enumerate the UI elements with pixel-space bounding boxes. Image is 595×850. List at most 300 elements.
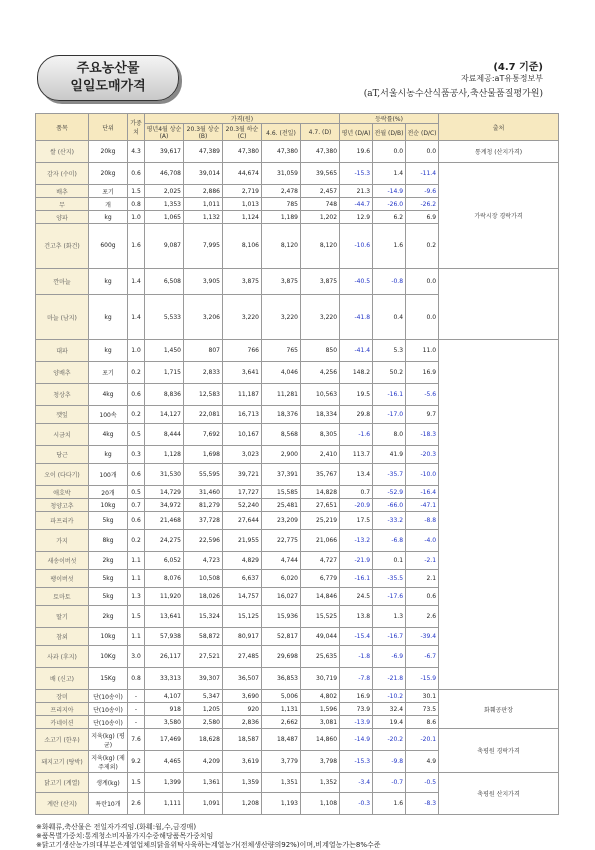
- cell-item: 당근: [36, 446, 89, 464]
- cell-b: 2,833: [184, 362, 223, 384]
- cell-dc: -47.1: [406, 499, 439, 512]
- cell-dc: 73.5: [406, 703, 439, 716]
- cell-b: 7,692: [184, 424, 223, 446]
- cell-unit: 포기: [89, 362, 128, 384]
- cell-w: 0.7: [128, 499, 145, 512]
- data-provider: 자료제공:aT유통정보부: [460, 74, 543, 83]
- table-row: [36, 163, 559, 185]
- cell-b: 58,872: [184, 628, 223, 646]
- cell-w: 1.5: [128, 606, 145, 628]
- cell-dc: 2.1: [406, 570, 439, 588]
- cell-unit: kg: [89, 268, 128, 294]
- cell-e: 3,081: [301, 716, 340, 729]
- cell-w: 3.0: [128, 646, 145, 668]
- cell-w: 0.5: [128, 486, 145, 499]
- table-row: [36, 773, 559, 793]
- cell-b: 37,728: [184, 512, 223, 530]
- cell-e: 14,846: [301, 588, 340, 606]
- price-table: [35, 113, 559, 815]
- cell-b: 15,324: [184, 606, 223, 628]
- cell-e: 850: [301, 340, 340, 362]
- cell-c: 52,240: [223, 499, 262, 512]
- cell-source: 가락시장 경락가격: [439, 163, 559, 269]
- cell-item: 팽이버섯: [36, 570, 89, 588]
- cell-unit: 5kg: [89, 588, 128, 606]
- cell-dc: -9.6: [406, 185, 439, 198]
- cell-db: 1.4: [373, 163, 406, 185]
- cell-item: 양파: [36, 211, 89, 224]
- cell-unit: 10kg: [89, 628, 128, 646]
- cell-w: 1.1: [128, 570, 145, 588]
- cell-item: 가지: [36, 530, 89, 552]
- footnote: ※품목별가중치:통계청소비자물가지수중해당품목가중치임: [36, 832, 214, 840]
- cell-e: 30,719: [301, 668, 340, 690]
- cell-db: -26.0: [373, 198, 406, 211]
- header-unit: 단위: [89, 114, 128, 141]
- cell-dc: -6.7: [406, 646, 439, 668]
- header-c: 20.3월 하순(C): [223, 124, 262, 141]
- cell-da: 17.5: [340, 512, 373, 530]
- cell-da: 29.8: [340, 406, 373, 424]
- cell-da: -44.7: [340, 198, 373, 211]
- cell-e: 3,875: [301, 268, 340, 294]
- cell-dc: -8.8: [406, 512, 439, 530]
- cell-e: 4,727: [301, 552, 340, 570]
- header-dc: 전순 (D/C): [406, 124, 439, 141]
- cell-da: -21.9: [340, 552, 373, 570]
- cell-da: -0.3: [340, 793, 373, 815]
- cell-w: 0.3: [128, 446, 145, 464]
- cell-db: 41.9: [373, 446, 406, 464]
- cell-w: 1.3: [128, 588, 145, 606]
- cell-a: 8,836: [145, 384, 184, 406]
- header-weight: 가중치: [128, 114, 145, 141]
- cell-db: -14.9: [373, 185, 406, 198]
- table-row: [36, 729, 559, 751]
- cell-dc: -4.0: [406, 530, 439, 552]
- cell-d: 785: [262, 198, 301, 211]
- cell-db: 1.3: [373, 606, 406, 628]
- data-sources: (aT,서울시농수산식품공사,축산물품질평가원): [363, 89, 543, 99]
- cell-db: 6.2: [373, 211, 406, 224]
- cell-c: 44,674: [223, 163, 262, 185]
- cell-d: 3,875: [262, 268, 301, 294]
- cell-c: 14,757: [223, 588, 262, 606]
- cell-c: 15,125: [223, 606, 262, 628]
- cell-e: 3,798: [301, 751, 340, 773]
- cell-unit: 지육(kg) (평균): [89, 729, 128, 751]
- cell-c: 3,875: [223, 268, 262, 294]
- cell-dc: 30.1: [406, 690, 439, 703]
- cell-db: -16.7: [373, 628, 406, 646]
- cell-unit: 100개: [89, 464, 128, 486]
- cell-e: 1,352: [301, 773, 340, 793]
- cell-b: 22,596: [184, 530, 223, 552]
- cell-db: 5.3: [373, 340, 406, 362]
- cell-d: 3,220: [262, 295, 301, 340]
- cell-item: 대파: [36, 340, 89, 362]
- cell-a: 4,107: [145, 690, 184, 703]
- cell-dc: -39.4: [406, 628, 439, 646]
- cell-db: 1.6: [373, 224, 406, 269]
- cell-dc: -20.1: [406, 729, 439, 751]
- cell-a: 14,729: [145, 486, 184, 499]
- cell-item: 청양고추: [36, 499, 89, 512]
- cell-w: 0.2: [128, 362, 145, 384]
- cell-dc: 8.6: [406, 716, 439, 729]
- cell-b: 4,209: [184, 751, 223, 773]
- cell-db: 0.0: [373, 141, 406, 163]
- cell-db: 0.1: [373, 552, 406, 570]
- cell-w: 0.6: [128, 464, 145, 486]
- cell-a: 9,087: [145, 224, 184, 269]
- cell-da: -7.8: [340, 668, 373, 690]
- cell-a: 1,128: [145, 446, 184, 464]
- cell-dc: 9.7: [406, 406, 439, 424]
- cell-a: 17,469: [145, 729, 184, 751]
- cell-c: 2,836: [223, 716, 262, 729]
- cell-item: 카네이션: [36, 716, 89, 729]
- cell-w: 0.8: [128, 198, 145, 211]
- cell-unit: 15Kg: [89, 668, 128, 690]
- cell-d: 4,046: [262, 362, 301, 384]
- cell-unit: 개: [89, 198, 128, 211]
- cell-unit: 특란10개: [89, 793, 128, 815]
- cell-d: 18,376: [262, 406, 301, 424]
- cell-db: -52.9: [373, 486, 406, 499]
- cell-b: 10,508: [184, 570, 223, 588]
- cell-w: 1.5: [128, 773, 145, 793]
- cell-e: 8,305: [301, 424, 340, 446]
- cell-e: 4,256: [301, 362, 340, 384]
- cell-da: 21.3: [340, 185, 373, 198]
- cell-a: 1,450: [145, 340, 184, 362]
- cell-c: 6,637: [223, 570, 262, 588]
- cell-e: 18,334: [301, 406, 340, 424]
- cell-d: 11,281: [262, 384, 301, 406]
- cell-da: -41.4: [340, 340, 373, 362]
- cell-c: 17,727: [223, 486, 262, 499]
- table-row: [36, 340, 559, 362]
- cell-w: 1.1: [128, 552, 145, 570]
- cell-a: 1,715: [145, 362, 184, 384]
- cell-db: -6.9: [373, 646, 406, 668]
- header-item: 품목: [36, 114, 89, 141]
- cell-c: 1,359: [223, 773, 262, 793]
- cell-unit: kg: [89, 446, 128, 464]
- cell-c: 3,023: [223, 446, 262, 464]
- cell-a: 5,533: [145, 295, 184, 340]
- cell-a: 14,127: [145, 406, 184, 424]
- cell-a: 8,444: [145, 424, 184, 446]
- header-price-group: 가격(원): [145, 114, 340, 124]
- cell-c: 10,167: [223, 424, 262, 446]
- cell-item: 계란 (산지): [36, 793, 89, 815]
- cell-a: 11,920: [145, 588, 184, 606]
- cell-b: 31,460: [184, 486, 223, 499]
- cell-a: 46,708: [145, 163, 184, 185]
- cell-db: -0.7: [373, 773, 406, 793]
- cell-d: 22,775: [262, 530, 301, 552]
- cell-item: 참외: [36, 628, 89, 646]
- cell-da: 148.2: [340, 362, 373, 384]
- cell-b: 81,279: [184, 499, 223, 512]
- cell-w: 1.4: [128, 295, 145, 340]
- cell-da: -15.3: [340, 163, 373, 185]
- cell-dc: -11.4: [406, 163, 439, 185]
- cell-d: 29,698: [262, 646, 301, 668]
- title-line2: 일일도매가격: [70, 79, 146, 94]
- cell-w: 4.3: [128, 141, 145, 163]
- cell-dc: 0.0: [406, 295, 439, 340]
- cell-b: 39,014: [184, 163, 223, 185]
- cell-db: 1.6: [373, 793, 406, 815]
- cell-w: 1.6: [128, 224, 145, 269]
- cell-dc: 16.9: [406, 362, 439, 384]
- cell-b: 27,521: [184, 646, 223, 668]
- cell-da: -3.4: [340, 773, 373, 793]
- cell-source: 축평원 경락가격: [439, 729, 559, 773]
- cell-a: 3,580: [145, 716, 184, 729]
- cell-d: 6,020: [262, 570, 301, 588]
- cell-item: 마늘 (남지): [36, 295, 89, 340]
- cell-d: 23,209: [262, 512, 301, 530]
- cell-b: 3,206: [184, 295, 223, 340]
- cell-b: 4,723: [184, 552, 223, 570]
- cell-dc: -16.4: [406, 486, 439, 499]
- footnote: ※화훼류,축산물은 전일자가격임.(화훼:월,수,금경매): [36, 823, 197, 831]
- cell-dc: -5.6: [406, 384, 439, 406]
- cell-e: 2,457: [301, 185, 340, 198]
- cell-c: 11,187: [223, 384, 262, 406]
- cell-item: 파프리카: [36, 512, 89, 530]
- cell-dc: -15.9: [406, 668, 439, 690]
- cell-c: 4,829: [223, 552, 262, 570]
- cell-dc: -2.1: [406, 552, 439, 570]
- cell-w: 0.2: [128, 406, 145, 424]
- cell-d: 8,120: [262, 224, 301, 269]
- cell-dc: 0.2: [406, 224, 439, 269]
- cell-d: 1,131: [262, 703, 301, 716]
- cell-d: 15,585: [262, 486, 301, 499]
- cell-b: 2,580: [184, 716, 223, 729]
- cell-e: 1,202: [301, 211, 340, 224]
- cell-e: 35,767: [301, 464, 340, 486]
- cell-unit: 2kg: [89, 552, 128, 570]
- cell-item: 닭고기 (계열): [36, 773, 89, 793]
- cell-w: 1.0: [128, 340, 145, 362]
- cell-source-blank: [439, 340, 559, 690]
- cell-unit: 단(10송이): [89, 703, 128, 716]
- cell-da: -15.4: [340, 628, 373, 646]
- cell-e: 6,779: [301, 570, 340, 588]
- cell-da: -14.9: [340, 729, 373, 751]
- cell-source: 통계청 (산지가격): [439, 141, 559, 163]
- title-badge: [37, 55, 179, 101]
- cell-d: 1,193: [262, 793, 301, 815]
- header-b: 20.3월 상순(B): [184, 124, 223, 141]
- cell-c: 39,721: [223, 464, 262, 486]
- cell-b: 39,307: [184, 668, 223, 690]
- cell-da: -13.2: [340, 530, 373, 552]
- cell-e: 39,565: [301, 163, 340, 185]
- cell-item: 배추: [36, 185, 89, 198]
- cell-da: -15.3: [340, 751, 373, 773]
- cell-e: 49,044: [301, 628, 340, 646]
- cell-w: 0.2: [128, 530, 145, 552]
- cell-w: 0.6: [128, 384, 145, 406]
- cell-db: -17.0: [373, 406, 406, 424]
- cell-db: -10.2: [373, 690, 406, 703]
- cell-da: -13.9: [340, 716, 373, 729]
- cell-b: 5,347: [184, 690, 223, 703]
- cell-e: 2,410: [301, 446, 340, 464]
- cell-db: 32.4: [373, 703, 406, 716]
- header-change-group: 등락률(%): [340, 114, 439, 124]
- cell-c: 27,644: [223, 512, 262, 530]
- cell-a: 1,111: [145, 793, 184, 815]
- cell-dc: 11.0: [406, 340, 439, 362]
- cell-da: 19.5: [340, 384, 373, 406]
- cell-item: 시금치: [36, 424, 89, 446]
- footnote: ※닭고기생산농가의대부분은계열업체의닭을위탁사육하는계열농가(전체생산량의92%)이며,비계열농가는8%수준: [36, 841, 381, 849]
- cell-item: 감자 (수미): [36, 163, 89, 185]
- cell-dc: 2.6: [406, 606, 439, 628]
- cell-a: 6,508: [145, 268, 184, 294]
- cell-dc: -8.3: [406, 793, 439, 815]
- cell-item: 깐마늘: [36, 268, 89, 294]
- cell-item: 소고기 (한우): [36, 729, 89, 751]
- cell-b: 3,905: [184, 268, 223, 294]
- cell-da: 19.6: [340, 141, 373, 163]
- cell-a: 57,938: [145, 628, 184, 646]
- cell-d: 18,487: [262, 729, 301, 751]
- cell-b: 55,595: [184, 464, 223, 486]
- cell-c: 3,619: [223, 751, 262, 773]
- cell-a: 8,076: [145, 570, 184, 588]
- cell-d: 8,568: [262, 424, 301, 446]
- cell-b: 807: [184, 340, 223, 362]
- cell-unit: 20개: [89, 486, 128, 499]
- cell-d: 36,853: [262, 668, 301, 690]
- cell-db: -20.2: [373, 729, 406, 751]
- cell-a: 31,530: [145, 464, 184, 486]
- cell-dc: -18.3: [406, 424, 439, 446]
- cell-unit: 포기: [89, 185, 128, 198]
- cell-db: -35.5: [373, 570, 406, 588]
- cell-e: 1,108: [301, 793, 340, 815]
- cell-e: 25,219: [301, 512, 340, 530]
- cell-b: 1,361: [184, 773, 223, 793]
- cell-w: 0.5: [128, 424, 145, 446]
- cell-w: 7.6: [128, 729, 145, 751]
- cell-b: 7,995: [184, 224, 223, 269]
- cell-e: 10,563: [301, 384, 340, 406]
- cell-da: 12.9: [340, 211, 373, 224]
- header-a: 평년4월 상순(A): [145, 124, 184, 141]
- cell-da: 13.8: [340, 606, 373, 628]
- cell-c: 21,955: [223, 530, 262, 552]
- cell-db: -9.8: [373, 751, 406, 773]
- cell-db: -16.1: [373, 384, 406, 406]
- cell-dc: -20.3: [406, 446, 439, 464]
- cell-b: 1,132: [184, 211, 223, 224]
- cell-d: 2,900: [262, 446, 301, 464]
- cell-w: 0.6: [128, 512, 145, 530]
- cell-dc: 0.0: [406, 141, 439, 163]
- cell-unit: 8kg: [89, 530, 128, 552]
- cell-db: -66.0: [373, 499, 406, 512]
- cell-b: 2,886: [184, 185, 223, 198]
- cell-b: 12,583: [184, 384, 223, 406]
- cell-c: 36,507: [223, 668, 262, 690]
- cell-d: 16,027: [262, 588, 301, 606]
- cell-da: 0.7: [340, 486, 373, 499]
- cell-d: 15,936: [262, 606, 301, 628]
- cell-da: 13.4: [340, 464, 373, 486]
- cell-e: 4,802: [301, 690, 340, 703]
- cell-d: 31,059: [262, 163, 301, 185]
- cell-c: 1,013: [223, 198, 262, 211]
- cell-source: 화훼공판장: [439, 690, 559, 729]
- cell-item: 무: [36, 198, 89, 211]
- cell-b: 1,091: [184, 793, 223, 815]
- cell-e: 25,635: [301, 646, 340, 668]
- cell-dc: 0.0: [406, 268, 439, 294]
- reference-date: (4.7 기준): [493, 62, 543, 73]
- cell-e: 8,120: [301, 224, 340, 269]
- cell-d: 1,189: [262, 211, 301, 224]
- cell-a: 13,641: [145, 606, 184, 628]
- cell-w: 1.1: [128, 628, 145, 646]
- cell-db: 50.2: [373, 362, 406, 384]
- cell-d: 2,478: [262, 185, 301, 198]
- cell-d: 25,481: [262, 499, 301, 512]
- cell-item: 쌀 (산지): [36, 141, 89, 163]
- cell-b: 1,205: [184, 703, 223, 716]
- cell-unit: 2kg: [89, 606, 128, 628]
- cell-c: 1,208: [223, 793, 262, 815]
- cell-a: 24,275: [145, 530, 184, 552]
- cell-unit: 생계(kg): [89, 773, 128, 793]
- cell-db: 8.0: [373, 424, 406, 446]
- cell-b: 18,026: [184, 588, 223, 606]
- cell-w: 9.2: [128, 751, 145, 773]
- cell-unit: 단(10송이): [89, 690, 128, 703]
- cell-d: 52,817: [262, 628, 301, 646]
- cell-c: 920: [223, 703, 262, 716]
- cell-e: 15,525: [301, 606, 340, 628]
- cell-item: 돼지고기 (탕박): [36, 751, 89, 773]
- cell-c: 2,719: [223, 185, 262, 198]
- cell-source: 축평원 산지가격: [439, 773, 559, 815]
- header-e: 4.7. (D): [301, 124, 340, 141]
- cell-c: 27,485: [223, 646, 262, 668]
- cell-a: 4,465: [145, 751, 184, 773]
- title-line1: 주요농산물: [76, 61, 140, 76]
- cell-d: 765: [262, 340, 301, 362]
- cell-e: 47,380: [301, 141, 340, 163]
- cell-dc: 6.9: [406, 211, 439, 224]
- cell-db: -6.8: [373, 530, 406, 552]
- cell-c: 766: [223, 340, 262, 362]
- footnotes: [36, 823, 381, 850]
- table-row: [36, 295, 559, 340]
- cell-da: -20.9: [340, 499, 373, 512]
- cell-unit: 4kg: [89, 424, 128, 446]
- cell-da: -40.5: [340, 268, 373, 294]
- cell-unit: 5kg: [89, 570, 128, 588]
